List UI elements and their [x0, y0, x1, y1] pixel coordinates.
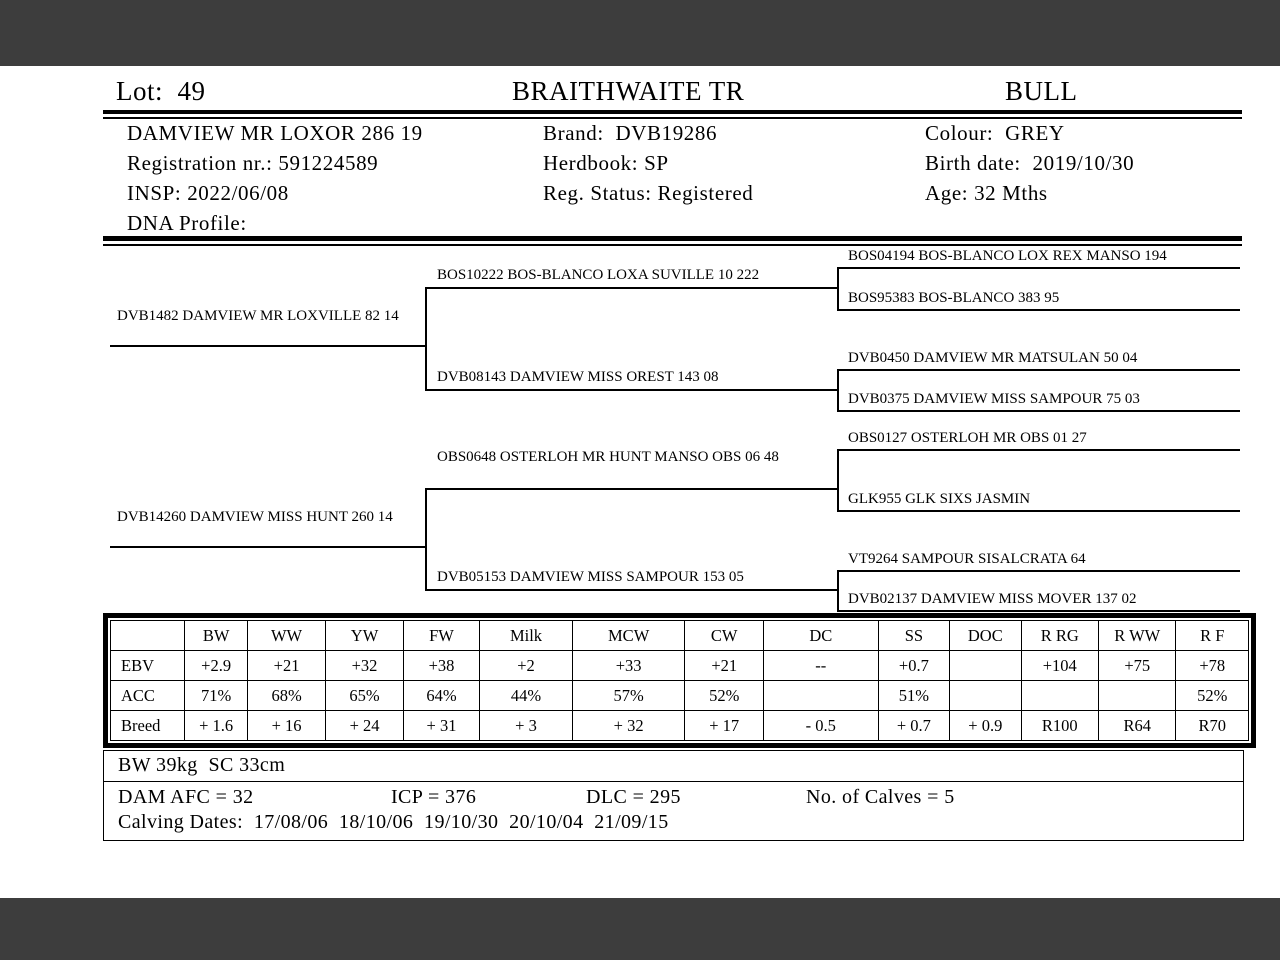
- pedigree-line: [837, 309, 1240, 311]
- pedigree-line: [837, 267, 1240, 269]
- ebv-cell: + 31: [403, 711, 479, 741]
- ebv-col-header: R WW: [1099, 621, 1176, 651]
- section-rule-thick: [103, 236, 1242, 241]
- ebv-col-header: Milk: [480, 621, 573, 651]
- ebv-cell: 51%: [878, 681, 949, 711]
- dam-calf-count: No. of Calves = 5: [806, 786, 955, 808]
- pedigree-dam-sire: OBS0648 OSTERLOH MR HUNT MANSO OBS 06 48: [437, 449, 779, 465]
- pedigree-line: [425, 287, 427, 391]
- ebv-cell: 52%: [685, 681, 763, 711]
- ebv-cell: +104: [1021, 651, 1098, 681]
- age: Age: 32 Mths: [925, 181, 1048, 205]
- pedigree-line: [837, 510, 1240, 512]
- pedigree-sire-sire: BOS10222 BOS-BLANCO LOXA SUVILLE 10 222: [437, 267, 760, 283]
- ebv-col-header: YW: [326, 621, 403, 651]
- animal-type: BULL: [1005, 76, 1078, 106]
- pedigree-ggparent: DVB02137 DAMVIEW MISS MOVER 137 02: [848, 591, 1137, 607]
- pedigree-ggparent: VT9264 SAMPOUR SISALCRATA 64: [848, 551, 1086, 567]
- pedigree-line: [110, 546, 425, 548]
- ebv-cell: 44%: [480, 681, 573, 711]
- pedigree-line: [837, 369, 839, 412]
- ebv-cell: +33: [572, 651, 685, 681]
- ebv-cell: 71%: [185, 681, 247, 711]
- ebv-col-header: SS: [878, 621, 949, 651]
- ebv-cell: +2.9: [185, 651, 247, 681]
- ebv-cell: 52%: [1176, 681, 1249, 711]
- pedigree-line: [425, 488, 427, 591]
- ebv-col-header: DC: [763, 621, 878, 651]
- dam-icp: ICP = 376: [391, 786, 477, 808]
- ebv-cell: +75: [1099, 651, 1176, 681]
- pedigree-line: [425, 488, 837, 490]
- pedigree-sire: DVB1482 DAMVIEW MR LOXVILLE 82 14: [117, 308, 399, 324]
- pedigree-line: [837, 369, 1240, 371]
- pedigree-ggparent: DVB0450 DAMVIEW MR MATSULAN 50 04: [848, 350, 1138, 366]
- ebv-cell: + 3: [480, 711, 573, 741]
- ebv-table: [103, 613, 1256, 748]
- ebv-cell: + 0.9: [950, 711, 1021, 741]
- ebv-cell: R100: [1021, 711, 1098, 741]
- registration-number: Registration nr.: 591224589: [127, 151, 379, 175]
- header-rule-thin: [103, 117, 1242, 119]
- ebv-cell: [1021, 681, 1098, 711]
- dam-afc: DAM AFC = 32: [118, 786, 254, 808]
- ebv-cell: [950, 681, 1021, 711]
- pedigree-ggparent: GLK955 GLK SIXS JASMIN: [848, 491, 1031, 507]
- pedigree-line: [837, 410, 1240, 412]
- header-rule-thick: [103, 110, 1242, 114]
- section-rule-thin: [103, 244, 1242, 246]
- pedigree-dam: DVB14260 DAMVIEW MISS HUNT 260 14: [117, 509, 393, 525]
- pedigree-line: [837, 267, 839, 311]
- pedigree-line: [837, 610, 1240, 612]
- ebv-cell: R64: [1099, 711, 1176, 741]
- ebv-header-row: [111, 621, 1249, 651]
- ebv-cell: [950, 651, 1021, 681]
- lot-number: Lot: 49: [116, 76, 206, 106]
- ebv-cell: + 16: [247, 711, 325, 741]
- ebv-col-header: CW: [685, 621, 763, 651]
- ebv-col-header: BW: [185, 621, 247, 651]
- calving-dates: Calving Dates: 17/08/06 18/10/06 19/10/30 20/10/04 21/09/15: [118, 811, 669, 833]
- ebv-col-header: R RG: [1021, 621, 1098, 651]
- herdbook: Herdbook: SP: [543, 151, 669, 175]
- pedigree-line: [425, 287, 837, 289]
- pedigree-line: [837, 449, 839, 512]
- pedigree-line: [425, 589, 837, 591]
- acc-row: [111, 681, 1249, 711]
- weights-box: [103, 750, 1244, 784]
- bottom-dark-bar: [0, 898, 1280, 960]
- pedigree-line: [837, 570, 1240, 572]
- ebv-cell: +21: [247, 651, 325, 681]
- ebv-cell: [1099, 681, 1176, 711]
- ebv-cell: [763, 681, 878, 711]
- ebv-row-label: Breed: [111, 711, 185, 741]
- brand: Brand: DVB19286: [543, 121, 718, 145]
- birth-weight-scrotal: BW 39kg SC 33cm: [118, 754, 286, 776]
- colour: Colour: GREY: [925, 121, 1065, 145]
- ebv-row-label: ACC: [111, 681, 185, 711]
- ebv-row: [111, 651, 1249, 681]
- ebv-col-header: MCW: [572, 621, 685, 651]
- ebv-cell: +0.7: [878, 651, 949, 681]
- ebv-cell: + 32: [572, 711, 685, 741]
- ebv-cell: R70: [1176, 711, 1249, 741]
- dam-dlc: DLC = 295: [586, 786, 681, 808]
- ebv-cell: +78: [1176, 651, 1249, 681]
- breed-row: [111, 711, 1249, 741]
- pedigree-ggparent: BOS95383 BOS-BLANCO 383 95: [848, 290, 1060, 306]
- pedigree-line: [425, 389, 837, 391]
- ebv-cell: + 0.7: [878, 711, 949, 741]
- top-dark-bar: [0, 0, 1280, 66]
- ebv-cell: 68%: [247, 681, 325, 711]
- ebv-cell: + 24: [326, 711, 403, 741]
- ebv-col-header: [111, 621, 185, 651]
- birth-date: Birth date: 2019/10/30: [925, 151, 1135, 175]
- inspection-date: INSP: 2022/06/08: [127, 181, 289, 205]
- pedigree-line: [110, 345, 425, 347]
- pedigree-ggparent: DVB0375 DAMVIEW MISS SAMPOUR 75 03: [848, 391, 1140, 407]
- pedigree-sire-dam: DVB08143 DAMVIEW MISS OREST 143 08: [437, 369, 719, 385]
- catalog-title: BRAITHWAITE TR: [512, 76, 745, 106]
- dna-profile-label: DNA Profile:: [127, 211, 247, 235]
- ebv-cell: --: [763, 651, 878, 681]
- dam-stats-box: [103, 781, 1244, 841]
- ebv-cell: +32: [326, 651, 403, 681]
- pedigree-dam-dam: DVB05153 DAMVIEW MISS SAMPOUR 153 05: [437, 569, 744, 585]
- pedigree-ggparent: BOS04194 BOS-BLANCO LOX REX MANSO 194: [848, 248, 1167, 264]
- ebv-cell: +2: [480, 651, 573, 681]
- ebv-col-header: R F: [1176, 621, 1249, 651]
- ebv-cell: 65%: [326, 681, 403, 711]
- ebv-col-header: FW: [403, 621, 479, 651]
- pedigree-ggparent: OBS0127 OSTERLOH MR OBS 01 27: [848, 430, 1087, 446]
- ebv-cell: +38: [403, 651, 479, 681]
- pedigree-line: [837, 570, 839, 612]
- ebv-cell: 57%: [572, 681, 685, 711]
- ebv-col-header: DOC: [950, 621, 1021, 651]
- ebv-cell: +21: [685, 651, 763, 681]
- pedigree-line: [837, 449, 1240, 451]
- ebv-col-header: WW: [247, 621, 325, 651]
- reg-status: Reg. Status: Registered: [543, 181, 754, 205]
- ebv-cell: - 0.5: [763, 711, 878, 741]
- ebv-cell: + 1.6: [185, 711, 247, 741]
- ebv-cell: 64%: [403, 681, 479, 711]
- ebv-row-label: EBV: [111, 651, 185, 681]
- ebv-cell: + 17: [685, 711, 763, 741]
- animal-name: DAMVIEW MR LOXOR 286 19: [127, 121, 423, 145]
